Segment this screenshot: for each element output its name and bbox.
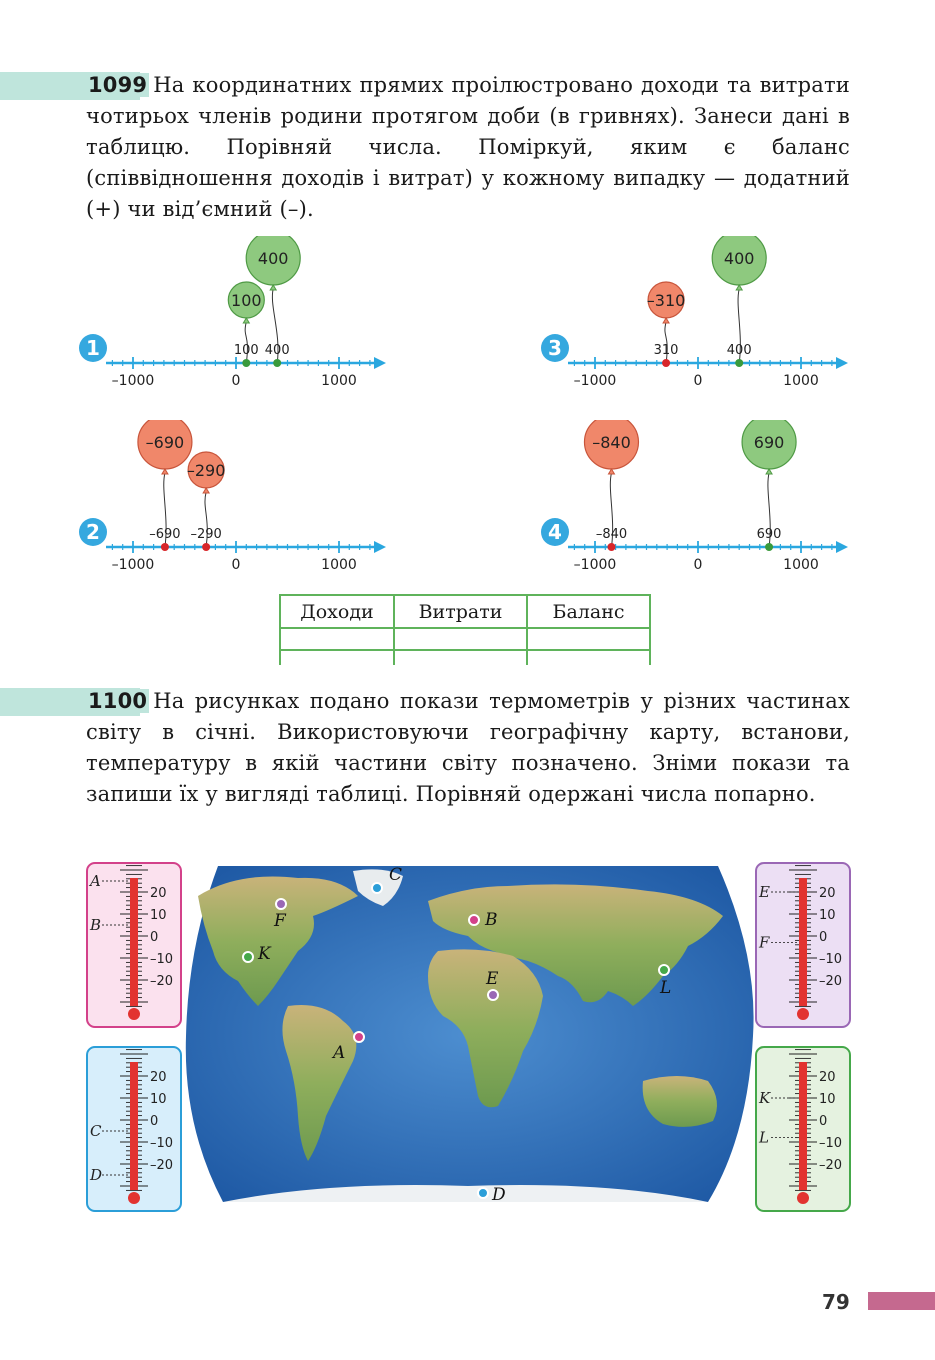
thermo-scale-label: 10 — [819, 908, 836, 923]
thermo-scale-label: 10 — [150, 1092, 167, 1107]
balloon-value: –690 — [145, 433, 185, 452]
page-corner-bar — [868, 1292, 935, 1310]
point-label: 400 — [264, 343, 290, 358]
tick-label: 1000 — [783, 373, 819, 389]
tick-label: –1000 — [573, 373, 617, 389]
thermometer-pink — [86, 862, 182, 1028]
thermo-bulb — [797, 1192, 809, 1204]
map-point — [243, 952, 253, 962]
task-number: 1100 — [88, 689, 148, 713]
thermo-tube — [799, 1062, 807, 1190]
map-point — [659, 965, 669, 975]
balloon-knot — [162, 469, 168, 474]
table-cell[interactable] — [280, 650, 394, 665]
axis-arrow — [374, 357, 386, 369]
thermo-tube — [130, 878, 138, 1006]
number-line-4 — [538, 420, 858, 580]
reading-letter: K — [759, 1089, 771, 1107]
point-label: 400 — [726, 343, 752, 358]
balloon-value: –290 — [186, 461, 226, 480]
point-dot — [202, 543, 210, 551]
thermo-scale-label: 10 — [819, 1092, 836, 1107]
task-1099 — [86, 70, 850, 225]
thermo-scale-label: –10 — [819, 1136, 843, 1151]
thermo-scale-label: 20 — [150, 886, 167, 901]
balloon-knot — [736, 285, 742, 290]
table-cell[interactable] — [394, 628, 527, 650]
reading-letter: E — [759, 883, 770, 901]
task-number: 1099 — [88, 73, 148, 97]
point-label: –690 — [149, 527, 181, 542]
map-point-letter: D — [492, 1185, 506, 1205]
axis-arrow — [836, 357, 848, 369]
map-point — [354, 1032, 364, 1042]
number-line-1 — [76, 236, 396, 396]
balloon-value: 400 — [723, 249, 755, 268]
income-expense-table — [279, 594, 651, 665]
thermo-scale-label: 20 — [150, 1070, 167, 1085]
tick-label: 1000 — [321, 557, 357, 573]
thermo-bulb — [128, 1192, 140, 1204]
balloon-value: –840 — [592, 433, 631, 452]
line-number-label: 2 — [86, 520, 100, 544]
header-balance: Баланс — [527, 595, 650, 628]
thermo-scale-label: –20 — [150, 1158, 174, 1173]
task-1100 — [86, 686, 850, 810]
thermo-scale-label: 0 — [819, 1114, 828, 1129]
thermo-bulb — [128, 1008, 140, 1020]
balloon-knot — [608, 469, 614, 474]
reading-letter: C — [90, 1122, 102, 1140]
point-label: 310 — [653, 343, 679, 358]
table-cell[interactable] — [527, 628, 650, 650]
map-point — [469, 915, 479, 925]
thermo-scale-label: –20 — [819, 974, 843, 989]
thermo-tube — [799, 878, 807, 1006]
tick-label: 1000 — [321, 373, 357, 389]
thermo-scale-label: –10 — [150, 1136, 174, 1151]
map-point — [276, 899, 286, 909]
point-label: 690 — [756, 527, 782, 542]
thermo-scale-label: 20 — [819, 886, 836, 901]
number-line-2 — [76, 420, 396, 580]
balloon-knot — [270, 285, 276, 290]
reading-letter: D — [90, 1166, 103, 1184]
tick-label: 0 — [693, 373, 703, 389]
map-point-letter: K — [258, 944, 271, 964]
reading-letter: A — [90, 872, 101, 890]
axis-arrow — [374, 541, 386, 553]
table-cell[interactable] — [394, 650, 527, 665]
axis-arrow — [836, 541, 848, 553]
balloon-knot — [243, 318, 249, 323]
tick-label: 0 — [693, 557, 703, 573]
thermo-scale-label: 0 — [150, 930, 159, 945]
line-number-label: 3 — [548, 336, 562, 360]
map-point-letter: E — [486, 969, 499, 989]
point-label: –290 — [190, 527, 222, 542]
reading-letter: F — [759, 933, 770, 952]
balloon-value: 400 — [257, 249, 289, 268]
thermometer-green — [755, 1046, 851, 1212]
thermo-scale-label: 10 — [150, 908, 167, 923]
map-point-letter: B — [485, 910, 498, 930]
tick-label: –1000 — [111, 557, 155, 573]
balloon-value: 690 — [753, 433, 785, 452]
map-point-letter: C — [389, 865, 403, 885]
thermo-scale-label: –20 — [150, 974, 174, 989]
point-dot — [242, 359, 250, 367]
tick-label: 0 — [231, 557, 241, 573]
tick-label: –1000 — [573, 557, 617, 573]
line-number-label: 1 — [86, 336, 100, 360]
map-point — [478, 1188, 488, 1198]
thermo-scale-label: 0 — [819, 930, 828, 945]
map-point — [488, 990, 498, 1000]
thermometer-blue — [86, 1046, 182, 1212]
point-label: –840 — [595, 527, 628, 542]
thermometer-purple — [755, 862, 851, 1028]
point-dot — [607, 543, 615, 551]
table-cell[interactable] — [527, 650, 650, 665]
world-map — [178, 856, 758, 1212]
header-expense: Витрати — [394, 595, 527, 628]
point-dot — [161, 543, 169, 551]
thermo-tube — [130, 1062, 138, 1190]
tick-label: –1000 — [111, 373, 155, 389]
point-dot — [735, 359, 743, 367]
tick-label: 1000 — [783, 557, 819, 573]
balloon-knot — [663, 318, 669, 323]
thermo-scale-label: –20 — [819, 1158, 843, 1173]
map-point — [372, 883, 382, 893]
reading-letter: L — [759, 1128, 769, 1147]
map-point-letter: L — [660, 978, 672, 998]
thermo-bulb — [797, 1008, 809, 1020]
point-dot — [765, 543, 773, 551]
page-number: 79 — [822, 1290, 850, 1314]
point-dot — [662, 359, 670, 367]
balloon-knot — [766, 469, 772, 474]
thermo-scale-label: 20 — [819, 1070, 836, 1085]
table-cell[interactable] — [280, 628, 394, 650]
point-label: 100 — [233, 343, 259, 358]
point-dot — [273, 359, 281, 367]
task-text: На координатних прямих проілюстровано доходи та витрати чотирьох членів родини протягом доби (в гривнях). Занеси дані в таблицю. Порівняй числа. Поміркуй, яким є баланс (співвідношення доходів і витрат) у кожному випадку — додатний (+) чи від’ємний (–). — [86, 73, 850, 221]
map-point-letter: F — [274, 911, 286, 931]
balloon-value: 100 — [231, 291, 262, 310]
header-income: Доходи — [280, 595, 394, 628]
thermo-scale-label: –10 — [150, 952, 174, 967]
balloon-knot — [203, 488, 209, 493]
thermo-scale-label: 0 — [150, 1114, 159, 1129]
map-point-letter: A — [333, 1043, 346, 1063]
number-line-3 — [538, 236, 858, 396]
line-number-label: 4 — [548, 520, 562, 544]
balloon-value: –310 — [646, 291, 686, 310]
tick-label: 0 — [231, 373, 241, 389]
reading-letter: B — [90, 916, 102, 934]
task-text: На рисунках подано покази термометрів у різних частинах світу в січні. Використовуючи географічну карту, встанови, температуру в якій частини світу позначено. Зніми покази та запиши їх у вигляді таблиці. Порівняй одержані числа попарно. — [86, 689, 850, 806]
thermo-scale-label: –10 — [819, 952, 843, 967]
